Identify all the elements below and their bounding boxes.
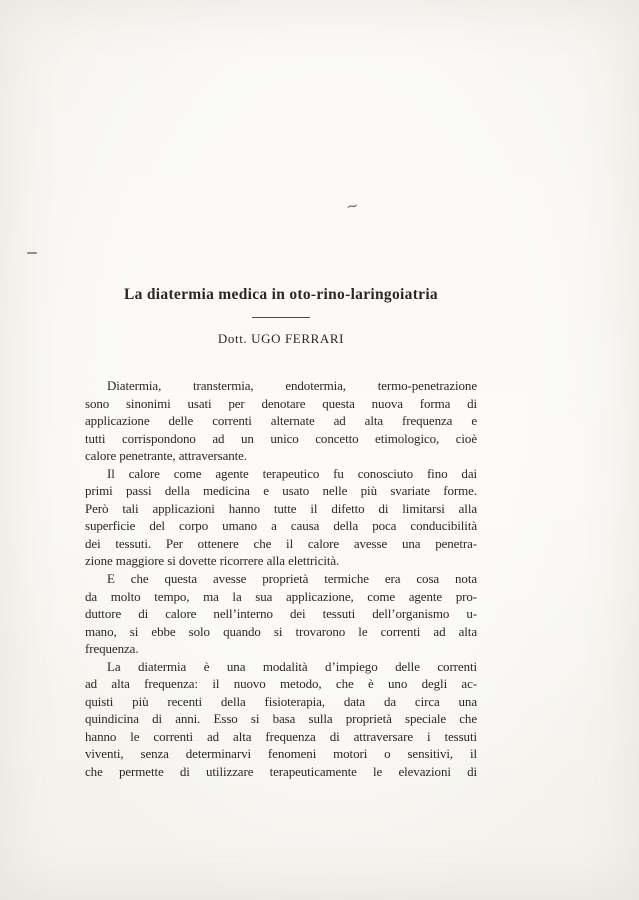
text-line: Il calore come agente terapeutico fu conosciuto fino dai xyxy=(107,465,477,481)
article-title: La diatermia medica in oto-rino-laringoiatria xyxy=(124,286,438,303)
article-body xyxy=(85,377,477,781)
text-line: sono sinonimi usati per denotare questa nuova forma di xyxy=(85,395,477,411)
text-line: ad alta frequenza: il nuovo metodo, che è uno degli ac- xyxy=(85,676,477,692)
text-line: tutti corrispondono ad un unico concetto etimologico, cioè xyxy=(85,430,477,446)
paragraph xyxy=(85,377,477,465)
text-line: Però tali applicazioni hanno tutte il difetto di limitarsi alla xyxy=(85,500,477,516)
title-divider xyxy=(252,317,310,318)
paragraph xyxy=(85,570,477,658)
text-line: superficie del corpo umano a causa della poca conducibilità xyxy=(85,518,477,534)
text-line: quisti più recenti della fisioterapia, data da circa una xyxy=(85,693,477,709)
text-line: viventi, senza determinarvi fenomeni motori o sensitivi, il xyxy=(85,746,477,762)
paragraph xyxy=(85,465,477,570)
text-line: mano, si ebbe solo quando si trovarono le correnti ad alta xyxy=(85,623,477,639)
text-line: che permette di utilizzare terapeuticamente le elevazioni di xyxy=(85,764,477,780)
text-line: dei tessuti. Per ottenere che il calore avesse una penetra- xyxy=(85,535,477,551)
text-line: applicazione delle correnti alternate ad alta frequenza e xyxy=(85,413,477,429)
text-line: E che questa avesse proprietà termiche era cosa nota xyxy=(107,571,477,587)
text-line: primi passi della medicina e usato nelle più svariate forme. xyxy=(85,483,477,499)
paragraph xyxy=(85,658,477,781)
author-line: Dott. UGO FERRARI xyxy=(217,331,345,346)
scan-artifact-curl: ∼ xyxy=(344,198,360,216)
text-line: frequenza. xyxy=(85,641,139,657)
text-line: zione maggiore si dovette ricorrere alla elettricità. xyxy=(85,553,340,569)
text-line: Diatermia, transtermia, endotermia, termo-penetrazione xyxy=(107,378,477,393)
text-line: La diatermia è una modalità d’impiego delle correnti xyxy=(107,658,477,674)
text-line: duttore di calore nell’interno dei tessuti dell’organismo u- xyxy=(85,606,477,622)
text-line: quindicina di anni. Esso si basa sulla proprietà speciale che xyxy=(85,711,477,727)
text-line: da molto tempo, ma la sua applicazione, come agente pro- xyxy=(85,588,477,604)
text-line: hanno le correnti ad alta frequenza di attraversare i tessuti xyxy=(85,728,477,744)
text-line: calore penetrante, attraversante. xyxy=(85,448,247,464)
scan-artifact-dash xyxy=(27,252,37,254)
